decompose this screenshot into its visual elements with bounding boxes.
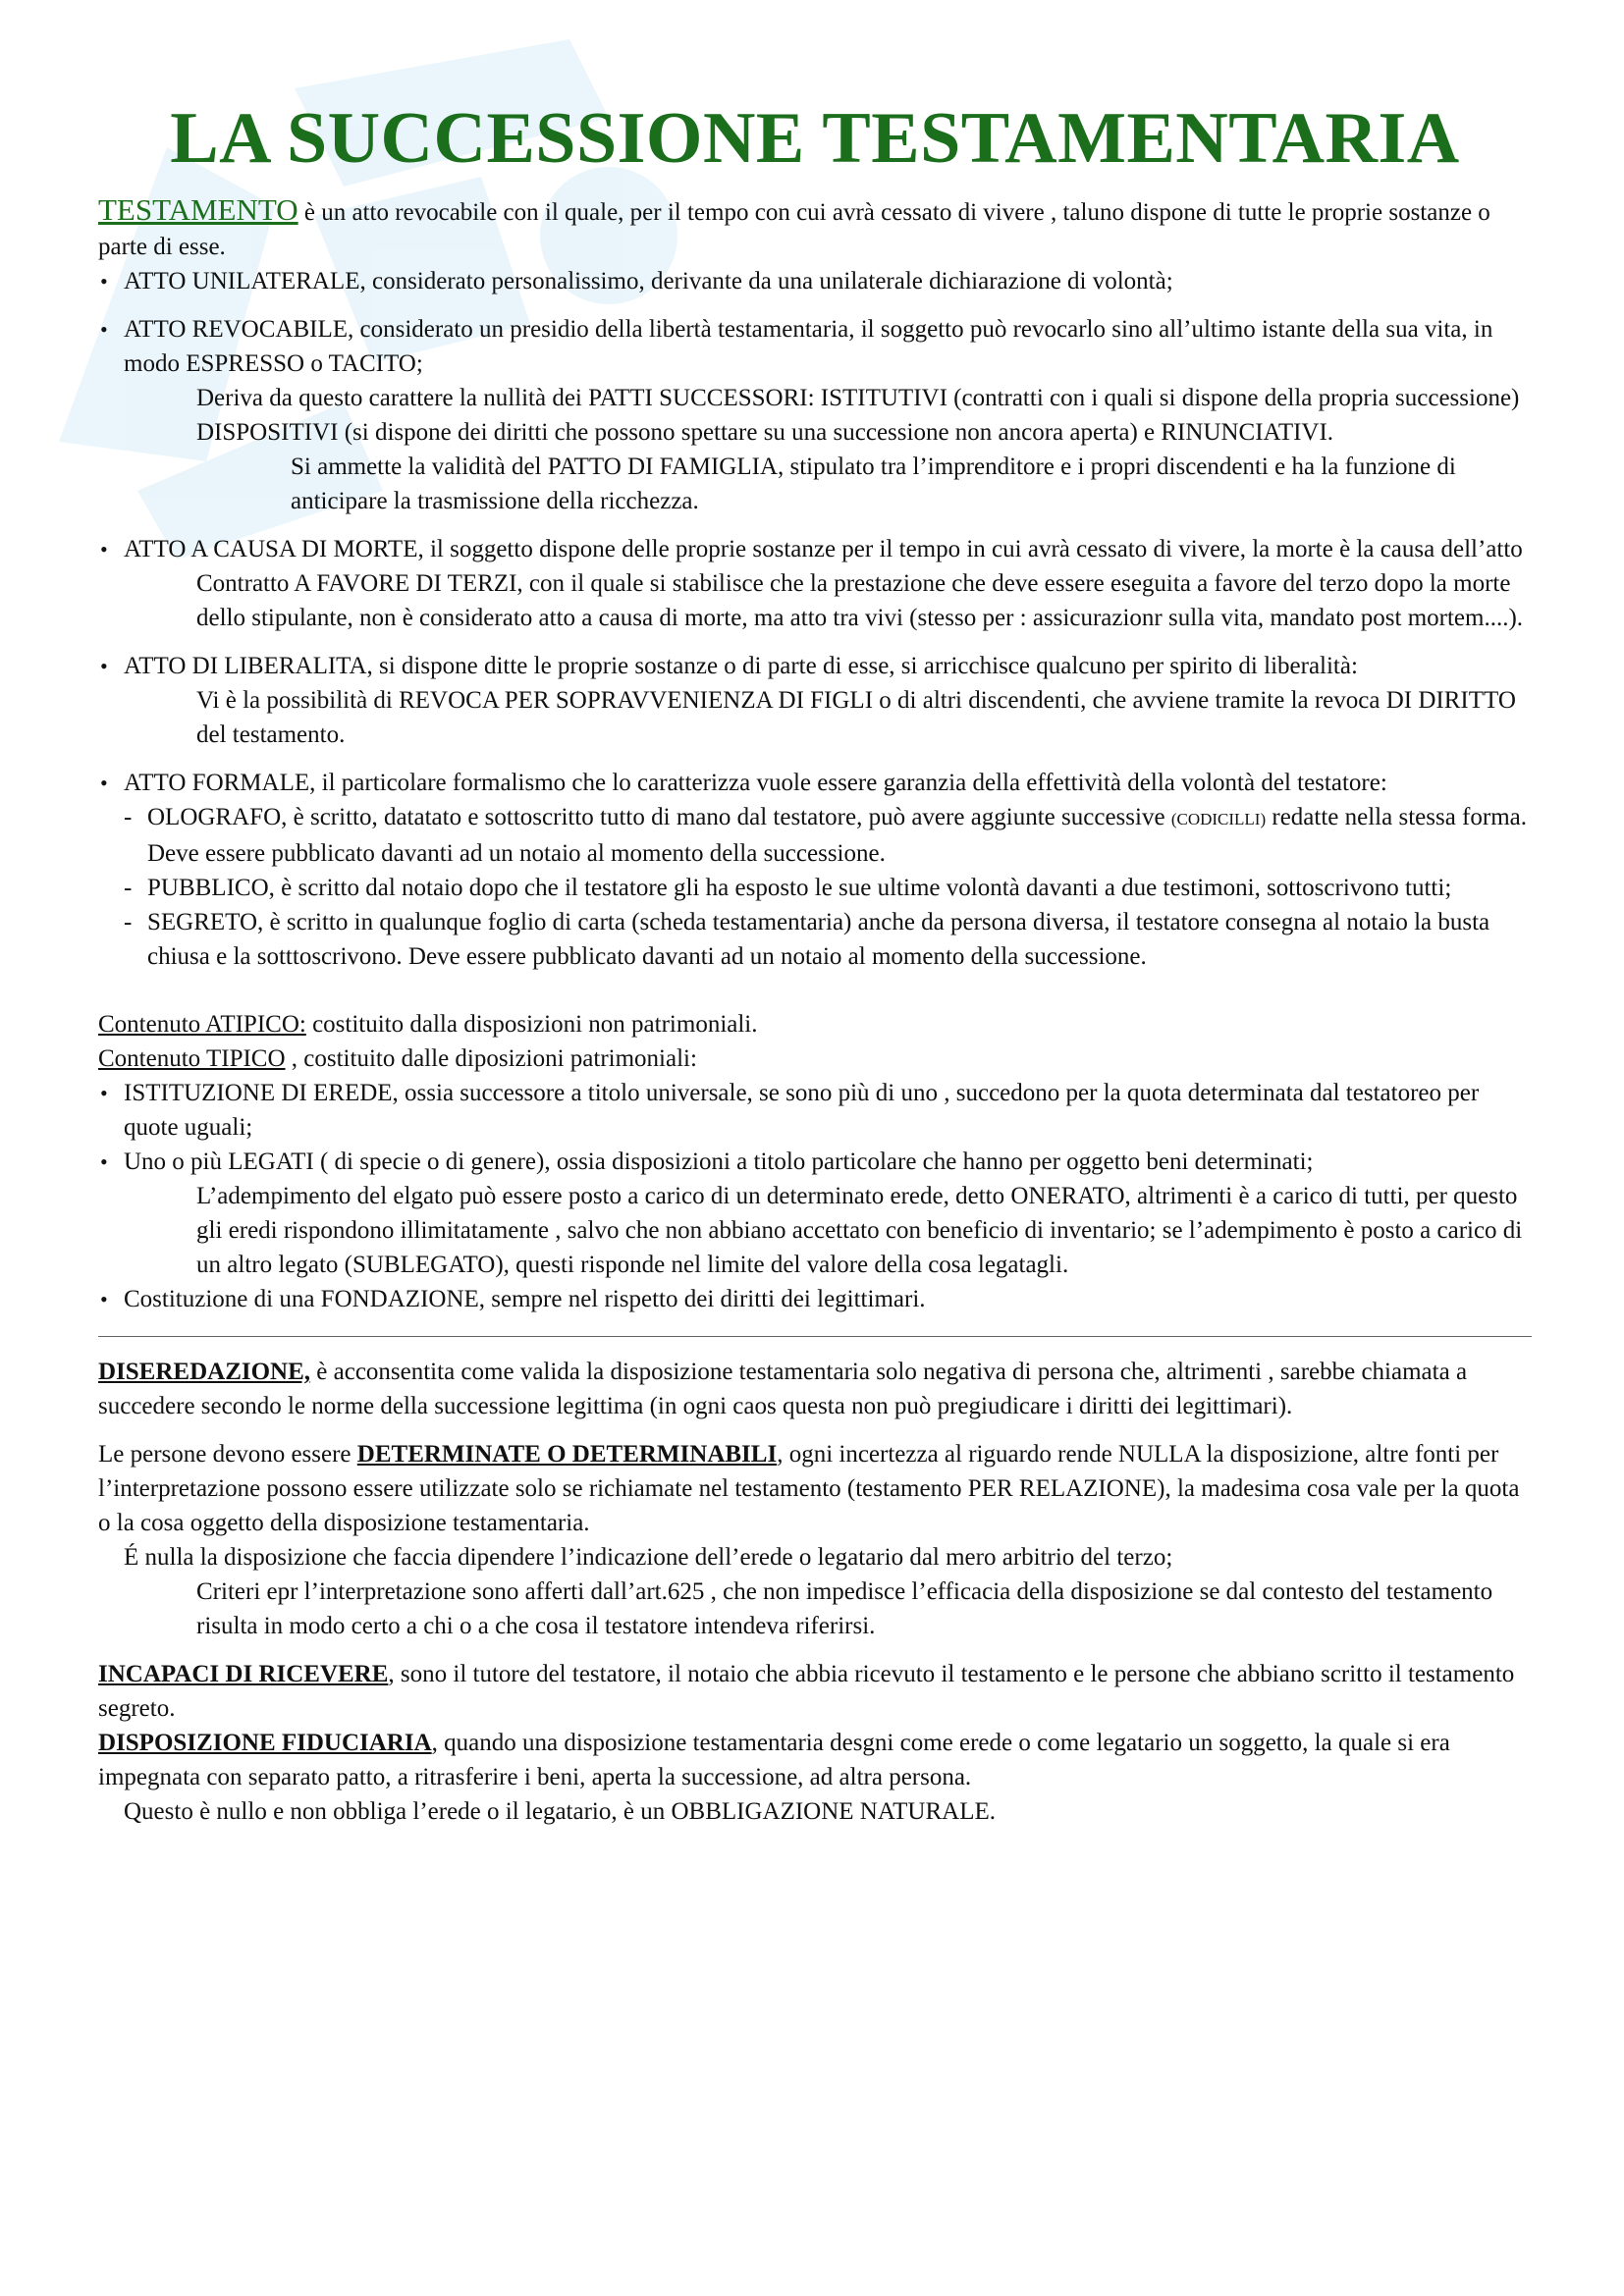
incapaci-text: , sono il tutore del testatore, il notaio che abbia ricevuto il testamento e le persone che abbiano scritto il testamento segreto. — [98, 1661, 1515, 1722]
tipico-text: , costituito dalle diposizioni patrimoniali: — [285, 1045, 697, 1072]
nulla-paragraph: É nulla la disposizione che faccia dipendere l’indicazione dell’erede o legatario dal mero arbitrio del terzo; — [124, 1544, 1173, 1571]
list-item-formale — [98, 766, 1532, 800]
causa-morte-text: ATTO A CAUSA DI MORTE, il soggetto dispone delle proprie sostanze per il tempo in cui avrà cessato di vivere, la morte è la causa dell’atto — [124, 536, 1523, 562]
fondazione-text: Costituzione di una FONDAZIONE, sempre nel rispetto dei diritti dei legittimari. — [124, 1286, 926, 1312]
patti-successori-note: Deriva da questo carattere la nullità dei PATTI SUCCESSORI: ISTITUTIVI (contratti con i quali si dispone della propria successione) DISPOSITIVI (si dispone dei diritti che possono spettare su una successione non ancora aperta) e RINUNCIATIVI. — [196, 385, 1520, 446]
atipico-label: Contenuto ATIPICO: — [98, 1011, 306, 1038]
liberalita-text: ATTO DI LIBERALITA, si dispone ditte le proprie sostanze o di parte di esse, si arricchisce qualcuno per spirito di liberalità: — [124, 653, 1358, 679]
document-page — [98, 96, 1532, 1829]
erede-text: ISTITUZIONE DI EREDE, ossia successore a titolo universale, se sono più di uno , succedono per la quota determinata dal testatoreo per quote uguali; — [124, 1080, 1480, 1141]
diseredazione-text: è acconsentita come valida la disposizione testamentaria solo negativa di persona che, altrimenti , sarebbe chiamata a succedere secondo le norme della successione legittima (in ogni caos questa non può pregiudicare i diritti dei legittimari). — [98, 1359, 1468, 1419]
legati-text: Uno o più LEGATI ( di specie o di genere), ossia disposizioni a titolo particolare che hanno per oggetto beni determinati; — [124, 1148, 1314, 1175]
page-title: LA SUCCESSIONE TESTAMENTARIA — [170, 98, 1460, 179]
contenuto-tipico — [98, 1041, 1532, 1076]
list-item-causa-morte — [98, 532, 1532, 635]
incapaci-paragraph — [98, 1657, 1532, 1726]
testamento-term: TESTAMENTO — [98, 192, 298, 227]
diseredazione-paragraph — [98, 1355, 1532, 1423]
favore-terzi-note: Contratto A FAVORE DI TERZI, con il quale si stabilisce che la prestazione che deve essere eseguita a favore del terzo dopo la morte dello stipulante, non è considerato atto a causa di morte, ma atto tra vivi (stesso per : assicurazionr sulla vita, mandato post mortem....). — [196, 570, 1524, 631]
incapaci-term: INCAPACI DI RICEVERE — [98, 1661, 389, 1687]
list-item-revocabile — [98, 312, 1532, 518]
list-item-fondazione — [98, 1282, 1532, 1316]
olografo-text-b: redatte nella stessa forma. Deve essere pubblicato davanti ad un notaio al momento della successione. — [147, 804, 1527, 867]
obbligazione-paragraph: Questo è nullo e non obbliga l’erede o il legatario, è un OBBLIGAZIONE NATURALE. — [124, 1798, 996, 1825]
determinate-term: DETERMINATE O DETERMINABILI — [356, 1441, 778, 1468]
persone-text-b: , ogni incertezza al riguardo rende NULLA la disposizione, altre fonti per l’interpretazione possono essere utilizzate solo se richiamate nel testamento (testamento PER RELAZIONE), la madesima cosa vale per la quota o la cosa oggetto della disposizione testamentaria. — [98, 1441, 1520, 1536]
list-item-liberalita — [98, 649, 1532, 752]
atipico-text: costituito dalla disposizioni non patrimoniali. — [305, 1011, 758, 1038]
tipico-list — [98, 1076, 1532, 1316]
persone-paragraph — [98, 1437, 1532, 1540]
patto-famiglia-note: Si ammette la validità del PATTO DI FAMIGLIA, stipulato tra l’imprenditore e i propri discendenti e ha la funzione di anticipare la trasmissione della ricchezza. — [291, 454, 1456, 514]
revoca-figli-note: Vi è la possibilità di REVOCA PER SOPRAVVENIENZA DI FIGLI o di altri discendenti, che avviene tramite la revoca DI DIRITTO del testamento. — [196, 687, 1516, 748]
persone-text-a: Le persone devono essere — [98, 1441, 357, 1468]
forms-list — [98, 800, 1532, 974]
tipico-label-a: Contenuto — [98, 1045, 206, 1072]
fiduciaria-term: DISPOSIZIONE FIDUCIARIA — [98, 1730, 432, 1756]
testamento-definition — [98, 192, 1532, 264]
list-item-legati — [98, 1145, 1532, 1282]
adempimento-note: L’adempimento del elgato può essere posto a carico di un determinato erede, detto ONERATO, altrimenti è a carico di tutti, per questo gli eredi rispondono illimitatamente , salvo che non abbiano accettato con beneficio di inventario; se l’adempimento è posto a carico di un altro legato (SUBLEGATO), questi risponde nel limite del valore della cosa legatagli. — [196, 1183, 1523, 1278]
section-divider — [98, 1336, 1532, 1337]
formale-text: ATTO FORMALE, il particolare formalismo che lo caratterizza vuole essere garanzia della effettività della volontà del testatore: — [124, 770, 1387, 796]
codicilli-label: (CODICILLI) — [1170, 810, 1267, 828]
contenuto-atipico — [98, 1007, 1532, 1041]
list-item-unilaterale — [98, 264, 1532, 298]
diseredazione-term: DISEREDAZIONE, — [98, 1359, 311, 1385]
characteristics-list — [98, 264, 1532, 800]
fiduciaria-text: , quando una disposizione testamentaria desgni come erede o come legatario un soggetto, la quale si era impegnata con separato patto, a ritrasferire i beni, aperta la successione, ad altra persona. — [98, 1730, 1450, 1790]
olografo-text-a: OLOGRAFO, è scritto, datatato e sottoscritto tutto di mano dal testatore, può avere aggiunte successive — [147, 804, 1171, 830]
pubblico-text: PUBBLICO, è scritto dal notaio dopo che il testatore gli ha esposto le sue ultime volontà davanti a due testimoni, sottoscrivono tutti; — [147, 875, 1452, 901]
testamento-definition-text: è un atto revocabile con il quale, per il tempo con cui avrà cessato di vivere , taluno dispone di tutte le proprie sostanze o parte di esse. — [98, 199, 1490, 260]
list-item-erede — [98, 1076, 1532, 1145]
segreto-text: SEGRETO, è scritto in qualunque foglio di carta (scheda testamentaria) anche da persona diversa, il testatore consegna al notaio la busta chiusa e la sotttoscrivono. Deve essere pubblicato davanti ad un notaio al momento della successione. — [147, 909, 1490, 970]
revocabile-text: ATTO REVOCABILE, considerato un presidio della libertà testamentaria, il soggetto può revocarlo sino all’ultimo istante della sua vita, in modo ESPRESSO o TACITO; — [124, 316, 1493, 377]
list-item-pubblico — [98, 871, 1532, 905]
unilaterale-text: ATTO UNILATERALE, considerato personalissimo, derivante da una unilaterale dichiarazione di volontà; — [124, 268, 1173, 294]
tipico-label-b: TIPICO — [205, 1045, 286, 1072]
criteri-paragraph: Criteri epr l’interpretazione sono afferti dall’art.625 , che non impedisce l’efficacia della disposizione se dal contesto del testamento risulta in modo certo a chi o a che cosa il testatore intendeva riferirsi. — [196, 1578, 1493, 1639]
list-item-segreto — [98, 905, 1532, 974]
fiduciaria-paragraph — [98, 1726, 1532, 1794]
list-item-olografo — [98, 800, 1532, 871]
